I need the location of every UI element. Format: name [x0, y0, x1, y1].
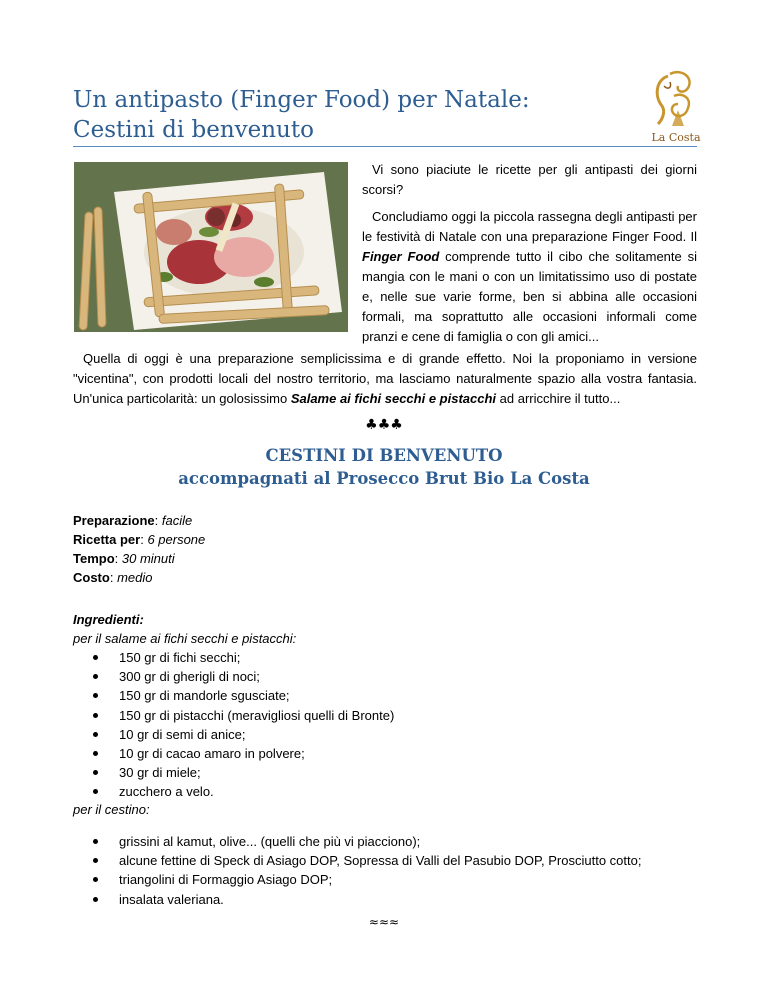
meta-cost: Costo: medio [73, 570, 153, 585]
cestini-photo [74, 162, 348, 332]
list-item: zucchero a velo. [73, 782, 394, 801]
title-line-2: Cestini di benvenuto [73, 117, 314, 143]
recipe-title: CESTINI DI BENVENUTO [265, 446, 503, 465]
intro-p2-text-b: comprende tutto il cibo che solitamente si mangia con le mani o con un limitatissimo uso di postate e, nelle sue varie forme, ben si abbina alle occasioni formali, ma soprattutto alle occasioni informali come pranzi e cene di famiglia o con gli amici... [362, 249, 697, 344]
list-item: alcune fettine di Speck di Asiago DOP, Sopressa di Valli del Pasubio DOP, Prosciutto cotto; [73, 851, 641, 870]
list-item: 10 gr di cacao amaro in polvere; [73, 744, 394, 763]
list-item: insalata valeriana. [73, 890, 641, 909]
meta-serves: Ricetta per: 6 persone [73, 532, 206, 547]
clubs-divider: ♣♣♣ [365, 417, 403, 433]
intro-p2-text-a: Concludiamo oggi la piccola rassegna degli antipasti per le festività di Natale con una preparazione Finger Food. Il [362, 209, 697, 244]
list-item: 30 gr di miele; [73, 763, 394, 782]
list-item: 150 gr di fichi secchi; [73, 648, 394, 667]
list-item: 10 gr di semi di anice; [73, 725, 394, 744]
list-item: 150 gr di pistacchi (meravigliosi quelli di Bronte) [73, 706, 394, 725]
description-text-b: ad arricchire il tutto... [496, 391, 621, 406]
ingredients-heading: Ingredienti: per il salame ai fichi secchi e pistacchi: [73, 612, 297, 646]
intro-paragraph-1: Vi sono piaciute le ricette per gli antipasti dei giorni scorsi? [362, 162, 697, 197]
meta-preparation: Preparazione: facile [73, 513, 193, 528]
title-line-1: Un antipasto (Finger Food) per Natale: [73, 87, 530, 113]
list-item: grissini al kamut, olive... (quelli che più vi piacciono); [73, 832, 641, 851]
intro-paragraph-2 [362, 207, 697, 347]
recipe-meta [73, 511, 205, 587]
end-divider: ≈≈≈ [368, 915, 400, 929]
page-title [73, 85, 633, 145]
la-costa-logo [648, 66, 704, 146]
logo-text: La Costa [651, 131, 701, 144]
meta-time: Tempo: 30 minuti [73, 551, 175, 566]
description-text-a: Quella di oggi è una preparazione semplicissima e di grande effetto. Noi la proponiamo in versione "vicentina", con prodotti locali del nostro territorio, ma lasciamo naturalmente spazio alla vostra fantasia. Un'unica particolarità: un golosissimo [73, 351, 697, 406]
title-underline [73, 146, 697, 147]
list-item: 150 gr di mandorle sgusciate; [73, 686, 394, 705]
salame-heading: per il salame ai fichi secchi e pistacchi: [73, 631, 297, 646]
list-item: 300 gr di gherigli di noci; [73, 667, 394, 686]
finger-food-term: Finger Food [362, 249, 440, 264]
salame-ingredients-list [73, 648, 394, 802]
list-item: triangolini di Formaggio Asiago DOP; [73, 870, 641, 889]
salame-term: Salame ai fichi secchi e pistacchi [290, 391, 497, 406]
cestino-ingredients-list [73, 832, 641, 909]
intro-text [362, 160, 697, 354]
description-paragraph [73, 349, 697, 409]
recipe-subtitle: accompagnati al Prosecco Brut Bio La Costa [178, 469, 590, 488]
cestino-heading: per il cestino: [73, 802, 150, 817]
